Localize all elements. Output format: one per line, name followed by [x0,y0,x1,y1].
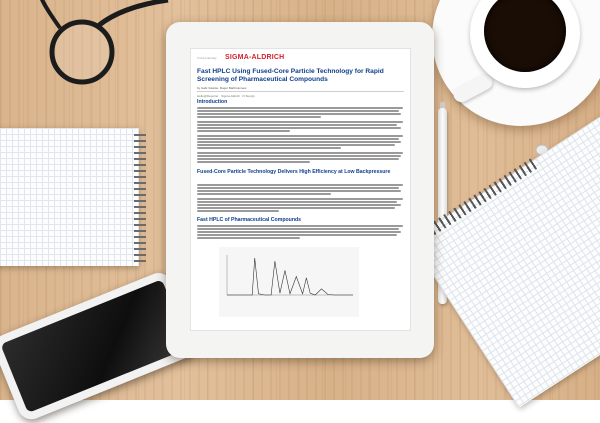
tablet [166,22,434,358]
paragraph-intro-2 [197,121,403,133]
document-title: Fast HPLC Using Fused-Core Particle Technology for Rapid Screening of Pharmaceutical Compounds [197,68,384,83]
paragraph-intro-3 [197,135,403,150]
heading-fast-hplc: Fast HPLC of Pharmaceutical Compounds [197,217,302,223]
heading-fused-core: Fused-Core Particle Technology Delivers High Efficiency at Low Backpressure [197,169,391,175]
heading-introduction: Introduction [197,99,228,105]
notepad-left [0,128,139,266]
paragraph-intro-4 [197,152,403,164]
brand-logo: SIGMA-ALDRICH [225,54,285,61]
chart-background [219,247,359,317]
eyeglasses-icon [20,0,170,104]
phone-screen [0,279,189,413]
tablet-screen [191,49,410,330]
document-authors: by Gabi Volante, Roger Bartholomew [197,86,247,90]
chromatogram-chart [219,247,359,317]
paragraph-fused-core-1 [197,184,403,196]
document-tag: In the Intensity [197,56,217,60]
paragraph-fast-hplc [197,225,403,240]
document-info: Hello@Reporter · Sigma-Aldrich · N Supply [197,94,255,98]
paragraph-fused-core-2 [197,198,403,213]
divider [197,91,404,92]
document-header [197,54,404,66]
notepad-spiral [134,134,146,262]
paragraph-intro-1 [197,107,403,119]
